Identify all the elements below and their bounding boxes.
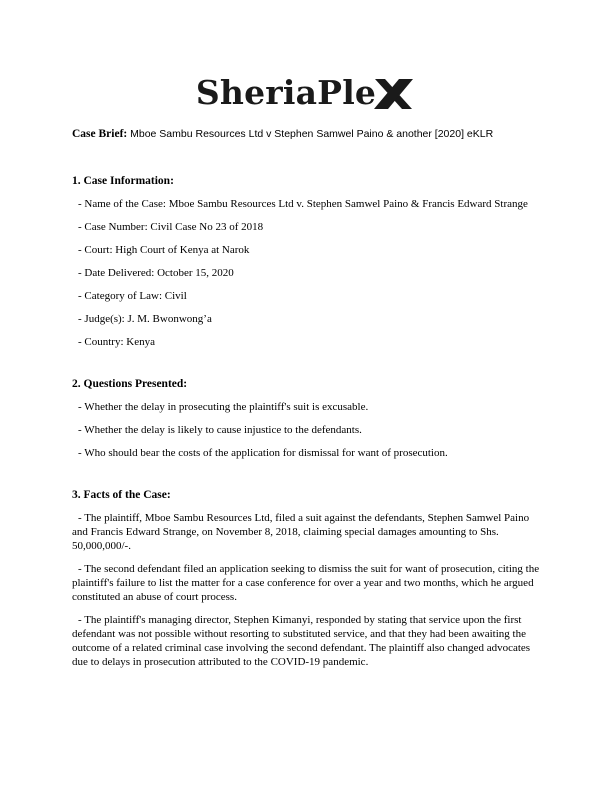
list-item: - Case Number: Civil Case No 23 of 2018 [78,221,264,233]
list-item: - Whether the delay in prosecuting the plaintiff's suit is excusable. [78,401,369,413]
list-item: - Judge(s): J. M. Bwonwong’a [78,313,212,325]
list-item: - Date Delivered: October 15, 2020 [78,267,234,279]
list-item: - Court: High Court of Kenya at Narok [78,244,250,256]
list-item: - Category of Law: Civil [78,290,187,302]
case-brief-line [72,128,493,140]
section-case-information [72,174,542,349]
section-questions-presented [72,377,542,460]
logo [0,72,612,120]
section-heading: 1. Case Information: [72,175,174,187]
list-item: - Who should bear the costs of the application for dismissal for want of prosecution. [78,447,448,459]
paragraph: - The second defendant filed an application seeking to dismiss the suit for want of prosecution, citing the plaintiff's failure to list the matter for a case conference for over a year and two months, which he argued constituted an abuse of court process. [72,563,540,603]
list-item: - Name of the Case: Mboe Sambu Resources Ltd v. Stephen Samwel Paino & Francis Edward Strange [78,198,528,210]
paragraph: - The plaintiff's managing director, Stephen Kimanyi, responded by stating that service upon the first defendant was not possible without resorting to substituted service, and that they had been awaiting the outcome of a related criminal case involving the second defendant. The plaintiff also changed advocates due to delays in prosecution attributed to the COVID-19 pandemic. [72,614,531,668]
list-item: - Country: Kenya [78,336,155,348]
case-brief-title: Mboe Sambu Resources Ltd v Stephen Samwel Paino & another [2020] eKLR [130,128,494,140]
logo-text: SheriaPle [195,72,377,112]
section-heading: 3. Facts of the Case: [72,489,171,501]
case-brief-label: Case Brief: [72,128,128,140]
section-facts-of-the-case [72,488,542,669]
list-item: - Whether the delay is likely to cause injustice to the defendants. [78,424,362,436]
logo-x-mark-icon [372,76,416,112]
document-body [72,174,542,697]
paragraph: - The plaintiff, Mboe Sambu Resources Ltd, filed a suit against the defendants, Stephen Samwel Paino and Francis Edward Strange, on November 8, 2018, claiming special damages amounting to Shs. 50,000,000/-. [72,512,530,552]
section-heading: 2. Questions Presented: [72,378,188,390]
